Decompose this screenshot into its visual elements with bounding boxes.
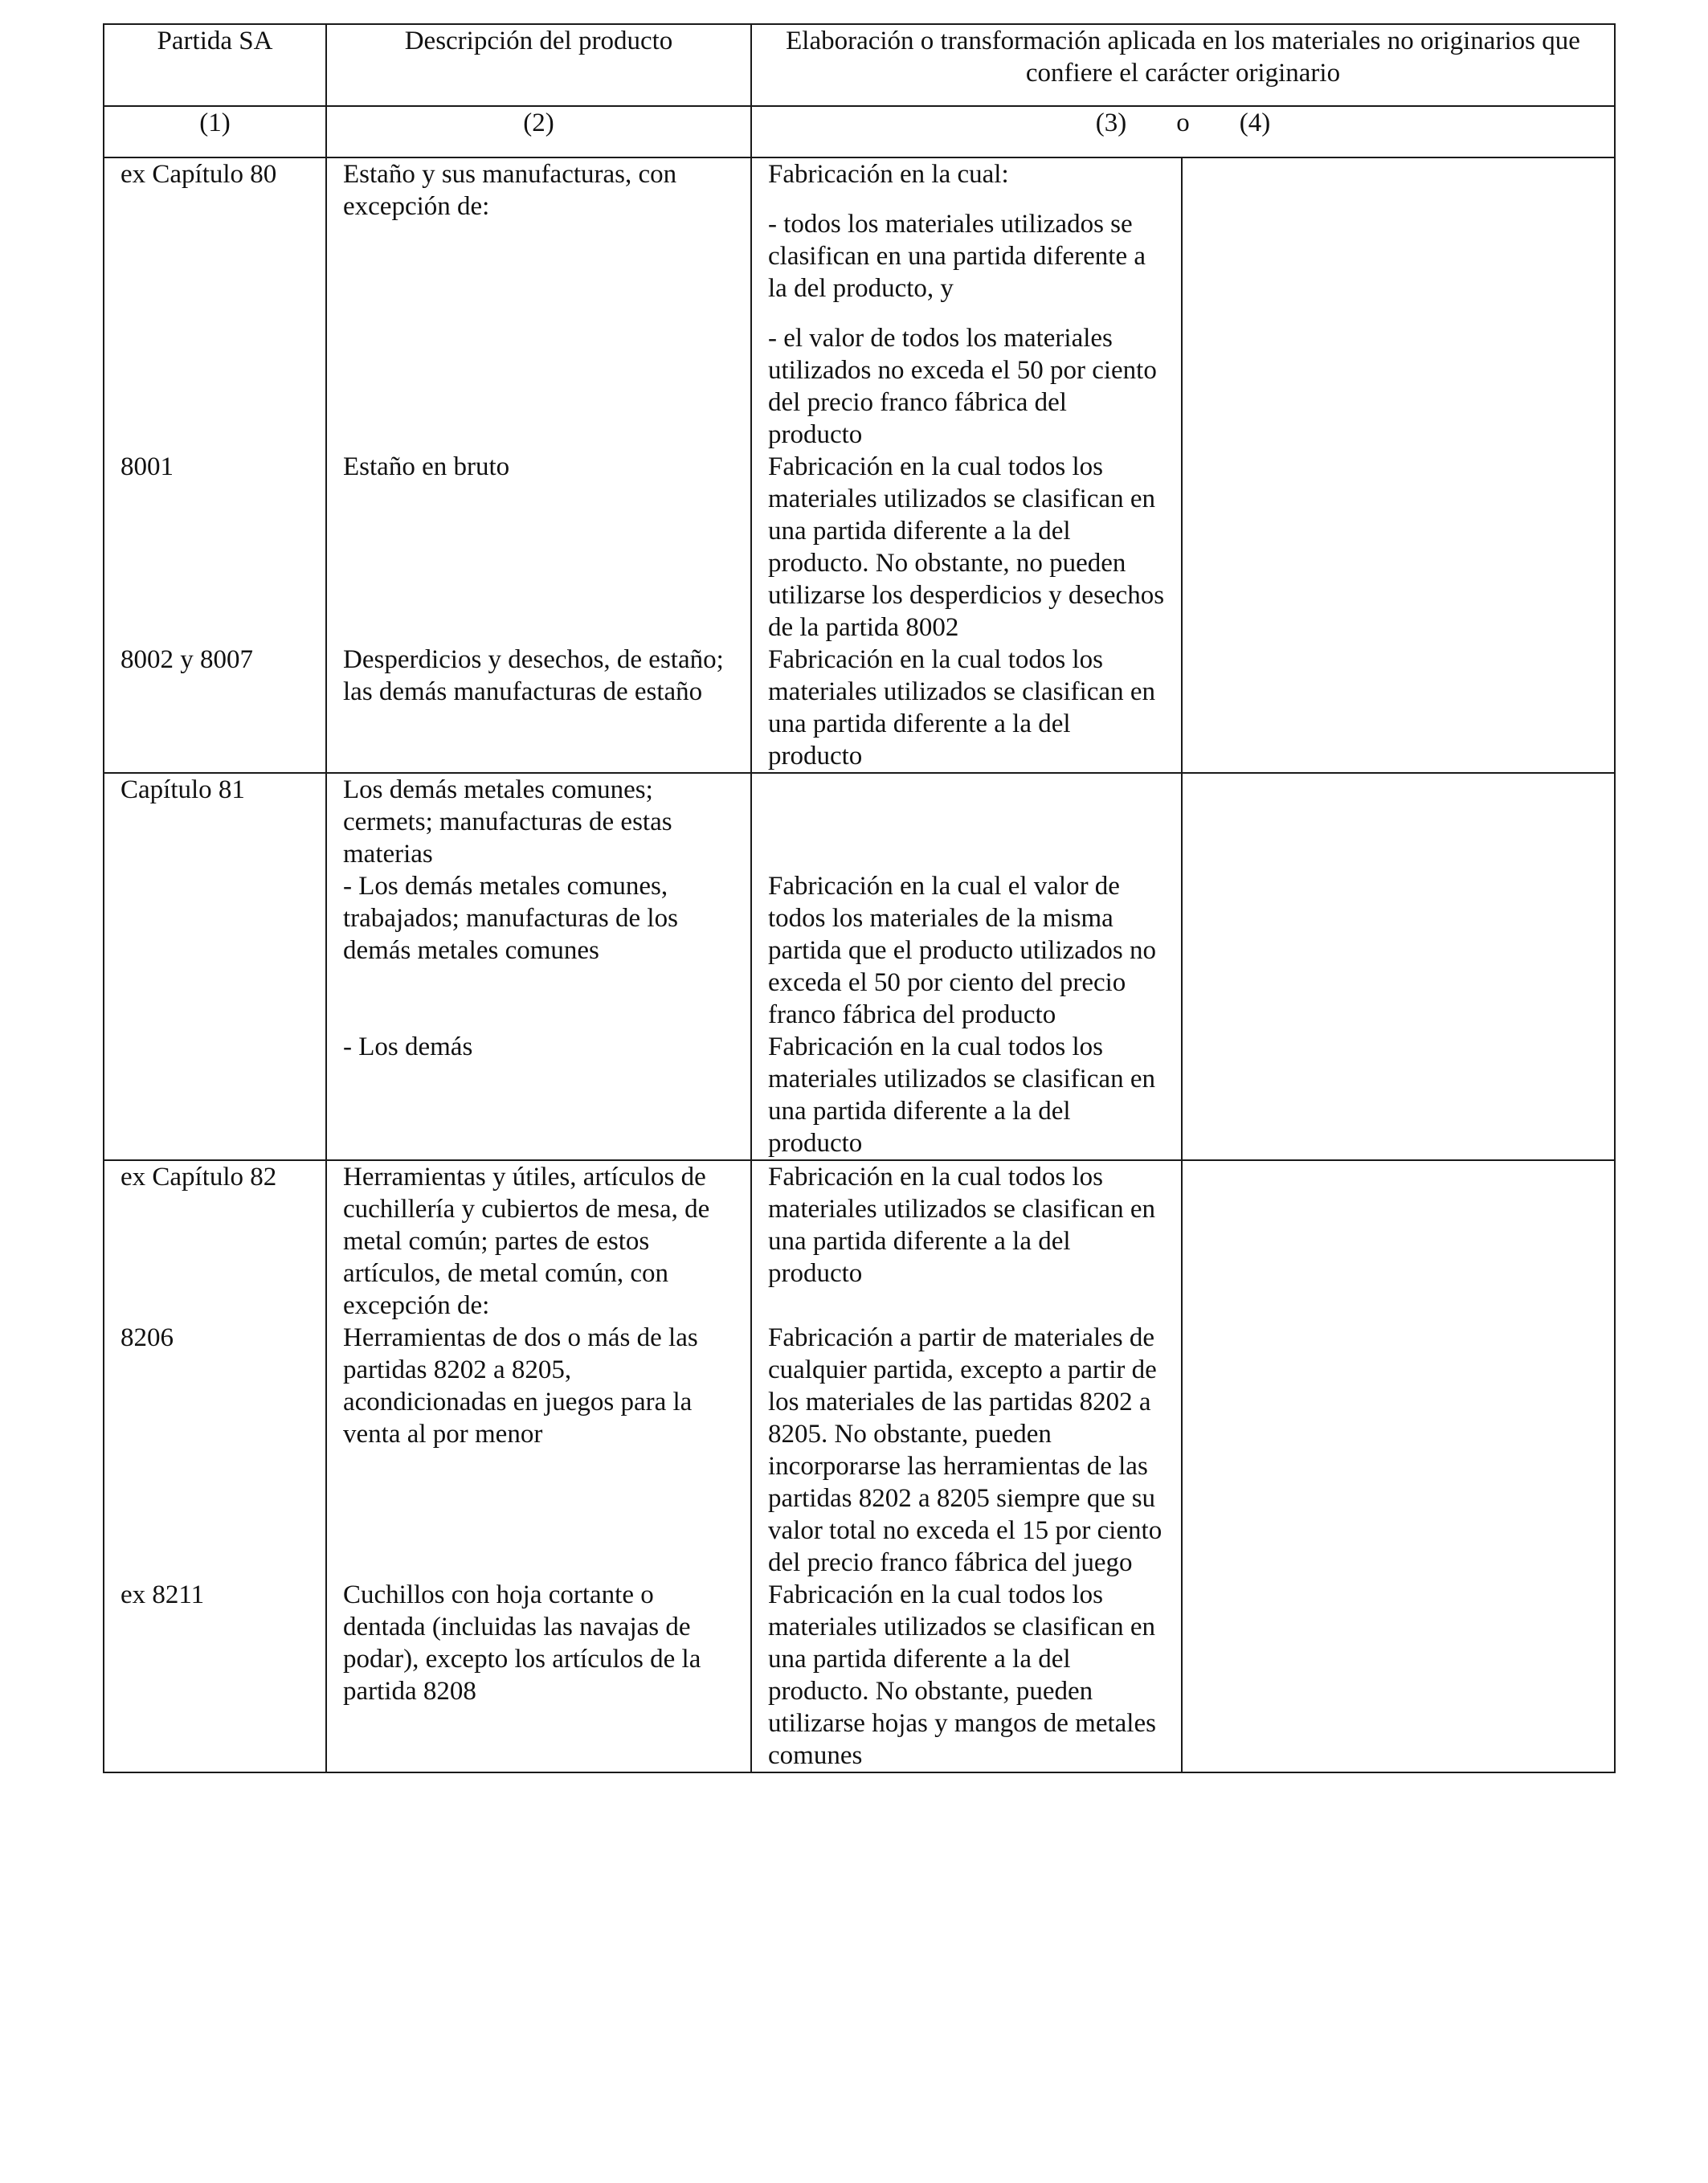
table-row	[104, 1160, 1615, 1322]
header-product-description: Descripción del producto	[326, 24, 751, 106]
hs-code-cell: ex Capítulo 82	[104, 1160, 326, 1322]
table-row	[104, 1031, 1615, 1160]
hs-code-cell: 8002 y 8007	[104, 644, 326, 773]
description-cell: Herramientas de dos o más de las partidas 8202 a 8205, acondicionadas en juegos para la venta al por menor	[326, 1322, 751, 1579]
column-number-2: (2)	[326, 106, 751, 157]
rule-paragraph: - el valor de todos los materiales utilizados no exceda el 50 por ciento del precio franco fábrica del producto	[768, 324, 1157, 449]
rule-paragraph: - todos los materiales utilizados se clasifican en una partida diferente a la del producto, y	[768, 210, 1146, 303]
table-row	[104, 1579, 1615, 1772]
alternative-rule-cell	[1182, 773, 1615, 870]
rule-cell: Fabricación en la cual todos los materiales utilizados se clasifican en una partida diferente a la del producto	[751, 1031, 1182, 1160]
description-cell: Los demás metales comunes; cermets; manufacturas de estas materias	[326, 773, 751, 870]
column-number-4: (4)	[1239, 108, 1271, 137]
alternative-rule-cell	[1182, 1579, 1615, 1772]
table-row	[104, 644, 1615, 773]
rule-cell: Fabricación en la cual todos los materiales utilizados se clasifican en una partida diferente a la del producto. No obstante, pueden utilizarse hojas y mangos de metales comunes	[751, 1579, 1182, 1772]
table-row	[104, 1322, 1615, 1579]
description-cell: - Los demás metales comunes, trabajados; manufacturas de los demás metales comunes	[326, 870, 751, 1031]
alternative-rule-cell	[1182, 1031, 1615, 1160]
table-row	[104, 773, 1615, 870]
header-hs-heading: Partida SA	[104, 24, 326, 106]
hs-code-cell: ex Capítulo 80	[104, 157, 326, 451]
rules-of-origin-table	[103, 23, 1616, 1773]
alternative-rule-cell	[1182, 644, 1615, 773]
table-row	[104, 451, 1615, 644]
column-number-row	[104, 106, 1615, 157]
rule-cell: Fabricación a partir de materiales de cualquier partida, excepto a partir de los materiales de las partidas 8202 a 8205. No obstante, pueden incorporarse las herramientas de las partidas 8202 a 8205 siempre que su valor total no exceda el 15 por ciento del precio franco fábrica del juego	[751, 1322, 1182, 1579]
table-row	[104, 157, 1615, 451]
column-number-1: (1)	[104, 106, 326, 157]
description-cell: Cuchillos con hoja cortante o dentada (incluidas las navajas de podar), excepto los artículos de la partida 8208	[326, 1579, 751, 1772]
alternative-rule-cell	[1182, 157, 1615, 451]
hs-code-cell: 8001	[104, 451, 326, 644]
rule-paragraph: Fabricación en la cual:	[768, 160, 1009, 189]
description-cell: Estaño y sus manufacturas, con excepción de:	[326, 157, 751, 451]
column-number-3: (3)	[1095, 108, 1127, 137]
rule-cell: Fabricación en la cual el valor de todos los materiales de la misma partida que el producto utilizados no exceda el 50 por ciento del precio franco fábrica del producto	[751, 870, 1182, 1031]
rule-cell	[751, 773, 1182, 870]
hs-code-cell	[104, 1031, 326, 1160]
table-header-row	[104, 24, 1615, 106]
alternative-rule-cell	[1182, 870, 1615, 1031]
rule-cell	[751, 157, 1182, 451]
column-or-separator: o	[1176, 108, 1190, 137]
hs-code-cell: 8206	[104, 1322, 326, 1579]
alternative-rule-cell	[1182, 1322, 1615, 1579]
hs-code-cell	[104, 870, 326, 1031]
description-cell: - Los demás	[326, 1031, 751, 1160]
column-number-3-4	[751, 106, 1615, 157]
description-cell: Desperdicios y desechos, de estaño; las demás manufacturas de estaño	[326, 644, 751, 773]
hs-code-cell: Capítulo 81	[104, 773, 326, 870]
description-cell: Herramientas y útiles, artículos de cuchillería y cubiertos de mesa, de metal común; partes de estos artículos, de metal común, con excepción de:	[326, 1160, 751, 1322]
header-working-processing: Elaboración o transformación aplicada en los materiales no originarios que confiere el carácter originario	[751, 24, 1615, 106]
rule-cell: Fabricación en la cual todos los materiales utilizados se clasifican en una partida diferente a la del producto. No obstante, no pueden utilizarse los desperdicios y desechos de la partida 8002	[751, 451, 1182, 644]
hs-code-cell: ex 8211	[104, 1579, 326, 1772]
alternative-rule-cell	[1182, 1160, 1615, 1322]
alternative-rule-cell	[1182, 451, 1615, 644]
table-row	[104, 870, 1615, 1031]
description-cell: Estaño en bruto	[326, 451, 751, 644]
rule-cell: Fabricación en la cual todos los materiales utilizados se clasifican en una partida diferente a la del producto	[751, 644, 1182, 773]
rule-cell: Fabricación en la cual todos los materiales utilizados se clasifican en una partida diferente a la del producto	[751, 1160, 1182, 1322]
